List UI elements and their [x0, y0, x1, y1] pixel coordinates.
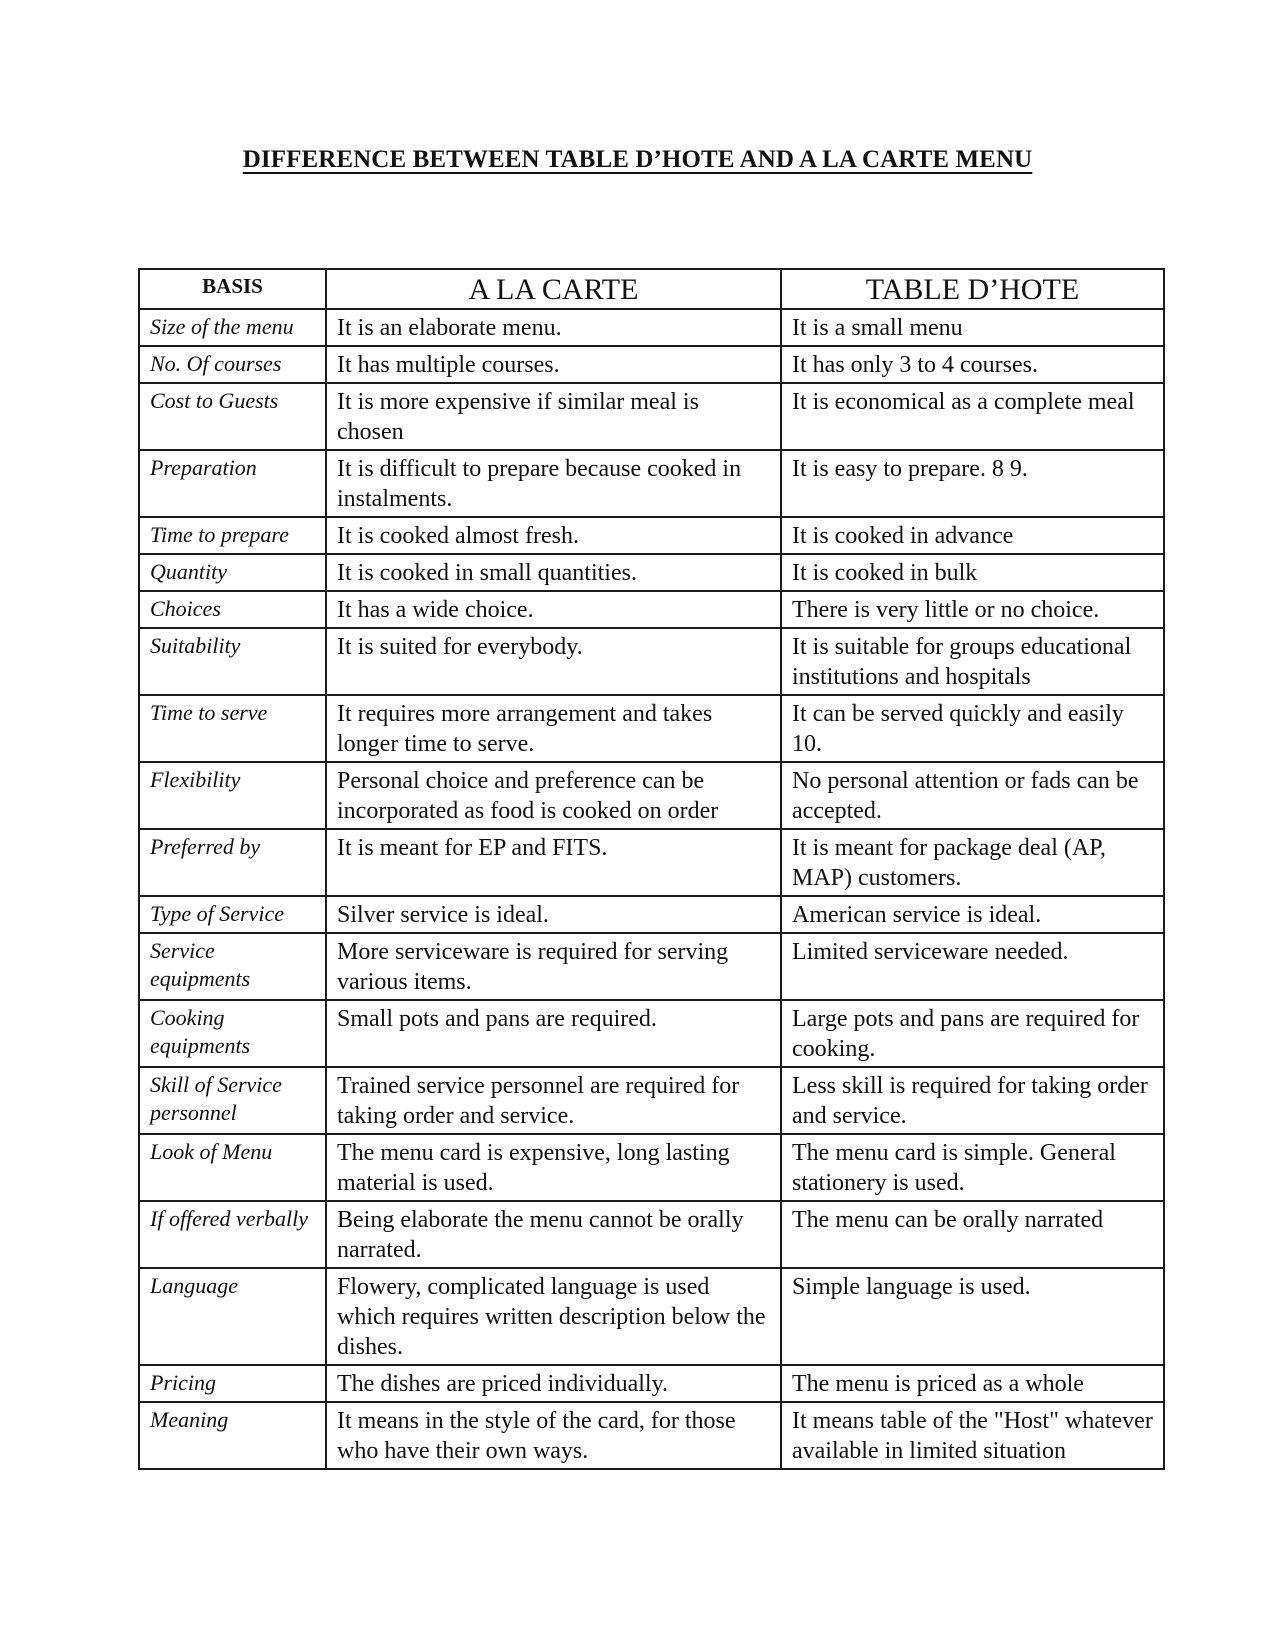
table-row [139, 695, 1164, 762]
header-row [139, 269, 1164, 309]
basis-cell: Look of Menu [139, 1134, 326, 1201]
table-dhote-cell: It means table of the "Host" whatever available in limited situation [781, 1402, 1164, 1469]
table-dhote-cell: The menu can be orally narrated [781, 1201, 1164, 1268]
table-row [139, 346, 1164, 383]
a-la-carte-cell: It is an elaborate menu. [326, 309, 781, 346]
table-dhote-cell: The menu card is simple. General stationery is used. [781, 1134, 1164, 1201]
a-la-carte-cell: It is meant for EP and FITS. [326, 829, 781, 896]
table-dhote-cell: Limited serviceware needed. [781, 933, 1164, 1000]
table-dhote-cell: Less skill is required for taking order and service. [781, 1067, 1164, 1134]
a-la-carte-cell: It is suited for everybody. [326, 628, 781, 695]
table-row [139, 1201, 1164, 1268]
basis-cell: Time to serve [139, 695, 326, 762]
a-la-carte-cell: It has multiple courses. [326, 346, 781, 383]
a-la-carte-cell: Silver service is ideal. [326, 896, 781, 933]
comparison-table [138, 268, 1165, 1470]
basis-cell: Size of the menu [139, 309, 326, 346]
table-row [139, 450, 1164, 517]
a-la-carte-cell: It is cooked almost fresh. [326, 517, 781, 554]
table-row [139, 554, 1164, 591]
table-dhote-cell: It has only 3 to 4 courses. [781, 346, 1164, 383]
basis-cell: Preparation [139, 450, 326, 517]
a-la-carte-cell: Being elaborate the menu cannot be orally narrated. [326, 1201, 781, 1268]
a-la-carte-cell: Flowery, complicated language is used which requires written description below the dishes. [326, 1268, 781, 1365]
a-la-carte-cell: The menu card is expensive, long lasting material is used. [326, 1134, 781, 1201]
a-la-carte-cell: It is difficult to prepare because cooked in instalments. [326, 450, 781, 517]
table-row [139, 309, 1164, 346]
basis-cell: Service equipments [139, 933, 326, 1000]
a-la-carte-cell: Personal choice and preference can be incorporated as food is cooked on order [326, 762, 781, 829]
a-la-carte-cell: It is more expensive if similar meal is chosen [326, 383, 781, 450]
header-basis: BASIS [139, 269, 326, 309]
table-row [139, 591, 1164, 628]
basis-cell: Cost to Guests [139, 383, 326, 450]
basis-cell: Skill of Service personnel [139, 1067, 326, 1134]
table-dhote-cell: It is cooked in bulk [781, 554, 1164, 591]
a-la-carte-cell: It requires more arrangement and takes longer time to serve. [326, 695, 781, 762]
a-la-carte-cell: It means in the style of the card, for those who have their own ways. [326, 1402, 781, 1469]
header-table-dhote: TABLE D’HOTE [781, 269, 1164, 309]
table-dhote-cell: It is a small menu [781, 309, 1164, 346]
table-row [139, 1365, 1164, 1402]
basis-cell: Time to prepare [139, 517, 326, 554]
table-dhote-cell: It is easy to prepare. 8 9. [781, 450, 1164, 517]
basis-cell: Cooking equipments [139, 1000, 326, 1067]
table-row [139, 896, 1164, 933]
basis-cell: Flexibility [139, 762, 326, 829]
basis-cell: Pricing [139, 1365, 326, 1402]
table-row [139, 628, 1164, 695]
basis-cell: Type of Service [139, 896, 326, 933]
table-row [139, 1000, 1164, 1067]
basis-cell: Choices [139, 591, 326, 628]
table-row [139, 829, 1164, 896]
page-title [0, 146, 1275, 174]
table-dhote-cell: No personal attention or fads can be accepted. [781, 762, 1164, 829]
table-row [139, 1402, 1164, 1469]
table-dhote-cell: It is meant for package deal (AP, MAP) customers. [781, 829, 1164, 896]
table-dhote-cell: It can be served quickly and easily 10. [781, 695, 1164, 762]
a-la-carte-cell: Trained service personnel are required for taking order and service. [326, 1067, 781, 1134]
a-la-carte-cell: Small pots and pans are required. [326, 1000, 781, 1067]
table-row [139, 1134, 1164, 1201]
table-dhote-cell: It is economical as a complete meal [781, 383, 1164, 450]
table-row [139, 1268, 1164, 1365]
table-row [139, 383, 1164, 450]
basis-cell: Language [139, 1268, 326, 1365]
table-dhote-cell: There is very little or no choice. [781, 591, 1164, 628]
table-body [139, 309, 1164, 1469]
basis-cell: No. Of courses [139, 346, 326, 383]
table-row [139, 933, 1164, 1000]
header-a-la-carte: A LA CARTE [326, 269, 781, 309]
table-dhote-cell: Simple language is used. [781, 1268, 1164, 1365]
a-la-carte-cell: It has a wide choice. [326, 591, 781, 628]
table-row [139, 1067, 1164, 1134]
basis-cell: Suitability [139, 628, 326, 695]
a-la-carte-cell: It is cooked in small quantities. [326, 554, 781, 591]
page-title-text: DIFFERENCE BETWEEN TABLE D’HOTE AND A LA CARTE MENU [242, 146, 1033, 173]
table-row [139, 517, 1164, 554]
basis-cell: Preferred by [139, 829, 326, 896]
table-dhote-cell: It is cooked in advance [781, 517, 1164, 554]
basis-cell: If offered verbally [139, 1201, 326, 1268]
basis-cell: Meaning [139, 1402, 326, 1469]
basis-cell: Quantity [139, 554, 326, 591]
a-la-carte-cell: The dishes are priced individually. [326, 1365, 781, 1402]
table-dhote-cell: It is suitable for groups educational institutions and hospitals [781, 628, 1164, 695]
table-header [139, 269, 1164, 309]
table-dhote-cell: American service is ideal. [781, 896, 1164, 933]
a-la-carte-cell: More serviceware is required for serving various items. [326, 933, 781, 1000]
table-dhote-cell: The menu is priced as a whole [781, 1365, 1164, 1402]
table-row [139, 762, 1164, 829]
table-dhote-cell: Large pots and pans are required for cooking. [781, 1000, 1164, 1067]
